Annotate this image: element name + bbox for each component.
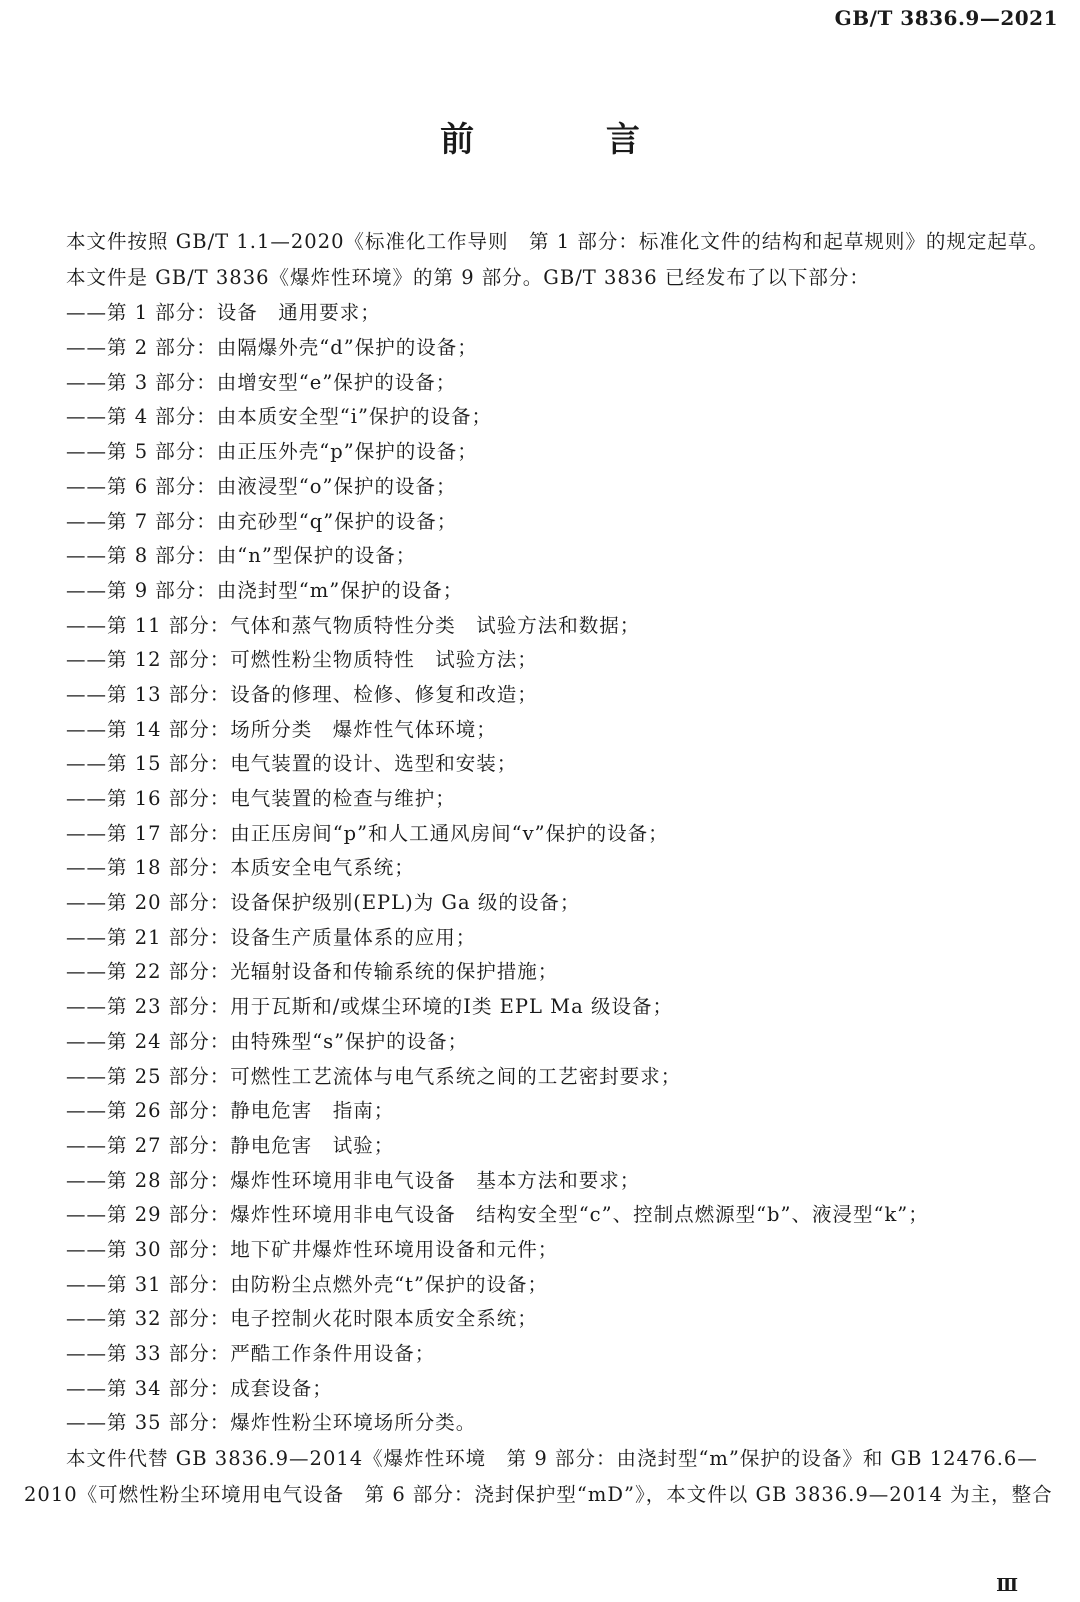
list-item: ——第 30 部分：地下矿井爆炸性环境用设备和元件；	[66, 1237, 559, 1261]
list-item: ——第 26 部分：静电危害 指南；	[66, 1099, 395, 1123]
list-item: ——第 29 部分：爆炸性环境用非电气设备 结构安全型“c”、控制点燃源型“b”、液浸型“k”；	[66, 1203, 929, 1227]
document-body	[24, 224, 1060, 1514]
list-item: ——第 31 部分：由防粉尘点燃外壳“t”保护的设备；	[66, 1272, 548, 1296]
paragraph-drafting-rules: 本文件按照 GB/T 1.1—2020《标准化工作导则 第 1 部分：标准化文件的结构和起草规则》的规定起草。	[66, 230, 1049, 253]
list-item: ——第 27 部分：静电危害 试验；	[66, 1133, 395, 1157]
page-number: Ⅲ	[996, 1575, 1018, 1596]
list-item: ——第 11 部分：气体和蒸气物质特性分类 试验方法和数据；	[66, 613, 641, 637]
list-item: ——第 33 部分：严酷工作条件用设备；	[66, 1342, 436, 1366]
list-item: ——第 32 部分：电子控制火花时限本质安全系统；	[66, 1307, 538, 1331]
list-item: ——第 7 部分：由充砂型“q”保护的设备；	[66, 509, 458, 533]
list-item: ——第 6 部分：由液浸型“o”保护的设备；	[66, 474, 457, 498]
list-item: ——第 15 部分：电气装置的设计、选型和安装；	[66, 752, 518, 776]
list-item: ——第 12 部分：可燃性粉尘物质特性 试验方法；	[66, 648, 538, 672]
list-item: ——第 21 部分：设备生产质量体系的应用；	[66, 925, 477, 949]
list-item: ——第 24 部分：由特殊型“s”保护的设备；	[66, 1029, 469, 1053]
list-item: ——第 5 部分：由正压外壳“p”保护的设备；	[66, 440, 478, 464]
page-title: 前 言	[440, 120, 700, 160]
list-item: ——第 34 部分：成套设备；	[66, 1376, 333, 1400]
list-item: ——第 2 部分：由隔爆外壳“d”保护的设备；	[66, 336, 478, 360]
list-item: ——第 17 部分：由正压房间“p”和人工通风房间“v”保护的设备；	[66, 821, 669, 845]
list-item: ——第 4 部分：由本质安全型“i”保护的设备；	[66, 405, 492, 429]
list-item: ——第 35 部分：爆炸性粉尘环境场所分类。	[66, 1411, 477, 1435]
document-code: GB/T 3836.9—2021	[834, 6, 1058, 30]
paragraph-series-intro: 本文件是 GB/T 3836《爆炸性环境》的第 9 部分。GB/T 3836 已经发布了以下部分：	[66, 266, 870, 290]
list-item: ——第 9 部分：由浇封型“m”保护的设备；	[66, 578, 464, 602]
list-item: ——第 23 部分：用于瓦斯和/或煤尘环境的Ⅰ类 EPL Ma 级设备；	[66, 995, 673, 1019]
list-item: ——第 3 部分：由增安型“e”保护的设备；	[66, 370, 457, 394]
list-item: ——第 14 部分：场所分类 爆炸性气体环境；	[66, 717, 497, 741]
list-item: ——第 13 部分：设备的修理、检修、修复和改造；	[66, 682, 538, 706]
list-item: ——第 16 部分：电气装置的检查与维护；	[66, 787, 456, 811]
list-item: ——第 20 部分：设备保护级别(EPL)为 Ga 级的设备；	[66, 891, 581, 915]
parts-list	[24, 296, 1060, 1441]
list-item: ——第 28 部分：爆炸性环境用非电气设备 基本方法和要求；	[66, 1168, 641, 1192]
list-item: ——第 1 部分：设备 通用要求；	[66, 301, 381, 325]
list-item: ——第 22 部分：光辐射设备和传输系统的保护措施；	[66, 960, 559, 984]
list-item: ——第 8 部分：由“n”型保护的设备；	[66, 544, 417, 568]
list-item: ——第 18 部分：本质安全电气系统；	[66, 856, 415, 880]
paragraph-supersedes: 本文件代替 GB 3836.9—2014《爆炸性环境 第 9 部分：由浇封型“m”保护的设备》和 GB 12476.6—2010《可燃性粉尘环境用电气设备 第 6 部分：浇封保护型“mD”》，本文件以 GB 3836.9—2014 为主，整合	[24, 1447, 1053, 1507]
list-item: ——第 25 部分：可燃性工艺流体与电气系统之间的工艺密封要求；	[66, 1064, 682, 1088]
